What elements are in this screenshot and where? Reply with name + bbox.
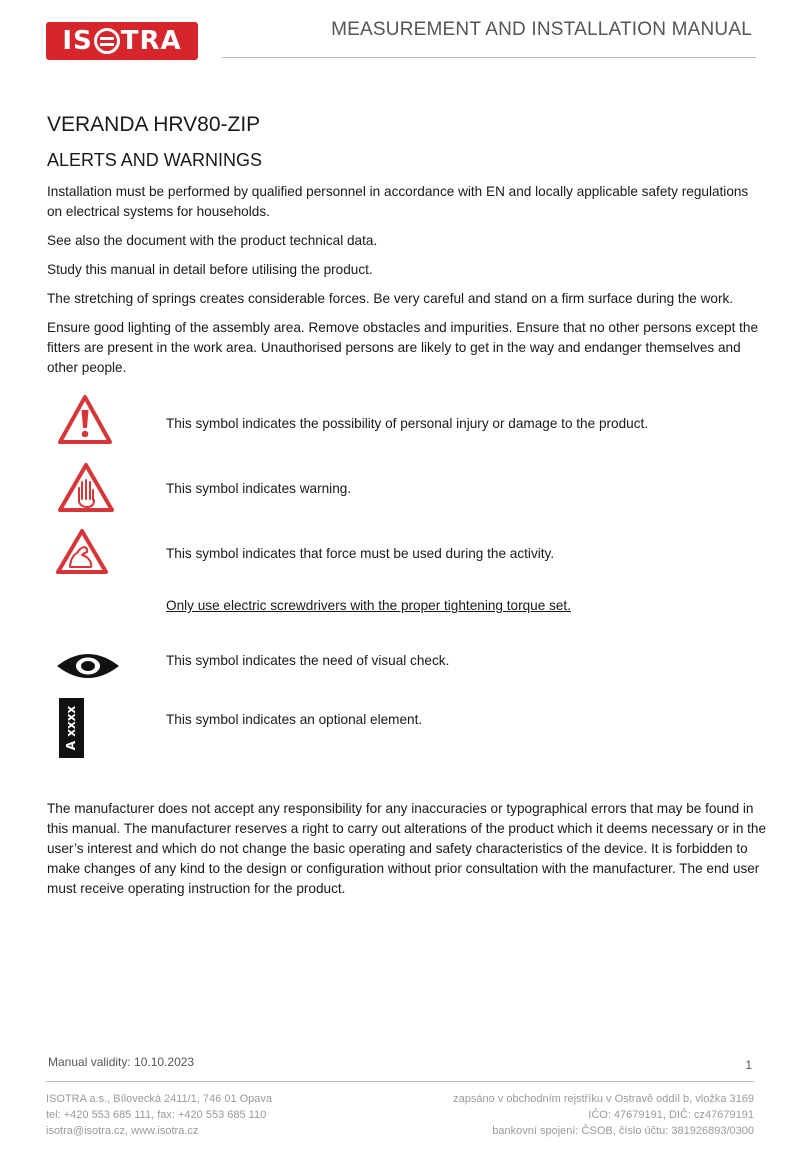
footer-line: zapsáno v obchodním rejstříku v Ostravě oddíl b, vložka 3169 — [453, 1093, 754, 1105]
footer-line: ISOTRA a.s., Bílovecká 2411/1, 746 01 Opava — [46, 1093, 273, 1105]
document-body — [47, 113, 767, 387]
exclamation-warning-icon — [57, 394, 113, 446]
paragraph: Study this manual in detail before utilising the product. — [47, 262, 373, 277]
document-title: VERANDA HRV80-ZIP — [47, 113, 261, 136]
symbol-description: This symbol indicates the possibility of personal injury or damage to the product. — [166, 416, 649, 431]
symbol-description: This symbol indicates the need of visual check. — [166, 653, 450, 668]
page-number: 1 — [745, 1058, 752, 1072]
symbol-description: This symbol indicates that force must be used during the activity. — [166, 546, 555, 561]
symbol-description: This symbol indicates warning. — [166, 481, 352, 496]
company-registration — [453, 1091, 754, 1139]
optional-element-icon — [59, 698, 84, 758]
header-divider — [222, 57, 756, 58]
manual-validity: Manual validity: 10.10.2023 — [48, 1055, 195, 1069]
paragraph: Installation must be performed by qualified personnel in accordance with EN and locally applicable safety regulations on electrical systems for households. — [47, 184, 749, 219]
company-contact — [46, 1091, 272, 1139]
hand-warning-icon — [57, 462, 115, 514]
paragraph: Ensure good lighting of the assembly area. Remove obstacles and impurities. Ensure that no other persons except the fitters are present in the work area. Unauthorised persons are likely to get in the way and endanger themselves and other people. — [47, 320, 759, 375]
disclaimer: The manufacturer does not accept any responsibility for any inaccuracies or typographical errors that may be found in this manual. The manufacturer reserves a right to carry out alterations of the product which it deems necessary or in the user’s interest and which do not change the basic operating and safety characteristics of the device. It is forbidden to make changes of any kind to the design or configuration without prior consultation with the manufacturer. The end user must receive operating instruction for the product. — [47, 801, 767, 896]
footer-line: isotra@isotra.cz, www.isotra.cz — [46, 1125, 199, 1137]
header-title: MEASUREMENT AND INSTALLATION MANUAL — [331, 19, 752, 40]
paragraph: The stretching of springs creates considerable forces. Be very careful and stand on a firm surface during the work. — [47, 291, 734, 306]
screwdriver-torque-note: Only use electric screwdrivers with the proper tightening torque set. — [166, 598, 571, 613]
footer-line: IČO: 47679191, DIČ: cz47679191 — [588, 1109, 754, 1121]
force-arm-warning-icon — [55, 528, 109, 576]
paragraph: See also the document with the product technical data. — [47, 233, 378, 248]
footer-line: tel: +420 553 685 111, fax: +420 553 685 110 — [46, 1109, 267, 1121]
isotra-logo: IS TRA — [46, 22, 198, 60]
section-title: ALERTS AND WARNINGS — [47, 150, 263, 170]
footer-line: bankovní spojení: ČSOB, číslo účtu: 381926893/0300 — [492, 1125, 754, 1137]
eye-icon — [55, 650, 121, 682]
symbol-description: This symbol indicates an optional element. — [166, 712, 423, 727]
optional-element-label: A xxxx — [64, 705, 79, 751]
footer-divider — [46, 1081, 754, 1082]
